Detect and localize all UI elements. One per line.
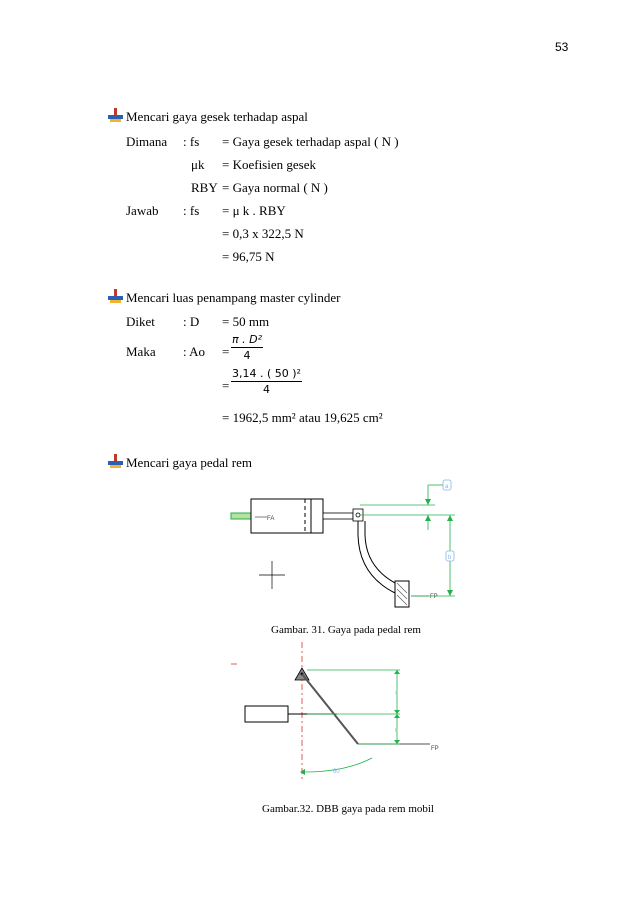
dimension-a-label: a (445, 484, 449, 490)
equals-sign: = (222, 344, 230, 359)
row-desc: = μ k . RBY (222, 203, 286, 218)
pedal-force-diagram (225, 475, 465, 615)
maka-var: : Ao (183, 344, 206, 359)
angle-label: 60 (333, 769, 340, 775)
fp-label: FP (431, 746, 439, 752)
bullet-icon (108, 108, 123, 123)
row-desc: = 0,3 x 322,5 N (222, 226, 304, 241)
dimension-a-label: a (395, 690, 398, 696)
row-desc: = Gaya gesek terhadap aspal ( N ) (222, 134, 399, 149)
section3-title: Mencari gaya pedal rem (126, 455, 252, 470)
dimension-b-label: b (448, 555, 452, 561)
row-var: RBY (191, 180, 218, 195)
diket-var: : D (183, 314, 200, 329)
row-var: μk (191, 157, 205, 172)
section2-title: Mencari luas penampang master cylinder (126, 290, 341, 305)
fraction-numerator: 3,14 . ( 50 )² (232, 367, 301, 380)
row-label: Jawab (126, 203, 159, 218)
fraction-numerator: π . D² (232, 333, 262, 346)
row-desc: = 96,75 N (222, 249, 275, 264)
equals-sign: = (222, 378, 230, 393)
row-desc: = Koefisien gesek (222, 157, 316, 172)
fp-label: FP (430, 594, 438, 600)
row-desc: = Gaya normal ( N ) (222, 180, 328, 195)
figure31-caption: Gambar. 31. Gaya pada pedal rem (271, 624, 421, 636)
bullet-icon (108, 289, 123, 304)
page-number: 53 (555, 40, 569, 54)
section1-title: Mencari gaya gesek terhadap aspal (126, 109, 308, 124)
free-body-diagram (225, 640, 465, 790)
row-var: : fs (183, 134, 200, 149)
dimension-b-label: b (395, 728, 398, 734)
diket-value: = 50 mm (222, 314, 270, 329)
bullet-icon (108, 454, 123, 469)
fa-label: FA (267, 516, 275, 522)
fraction-denominator: 4 (243, 349, 251, 362)
substitution-fraction (231, 367, 302, 396)
row-label: Dimana (126, 134, 168, 149)
diket-label: Diket (126, 314, 155, 329)
fraction-denominator: 4 (262, 383, 270, 396)
formula-fraction (231, 333, 263, 362)
area-result: = 1962,5 mm² atau 19,625 cm² (222, 410, 383, 425)
maka-label: Maka (126, 344, 156, 359)
figure32-caption: Gambar.32. DBB gaya pada rem mobil (262, 803, 434, 815)
row-var: : fs (183, 203, 200, 218)
